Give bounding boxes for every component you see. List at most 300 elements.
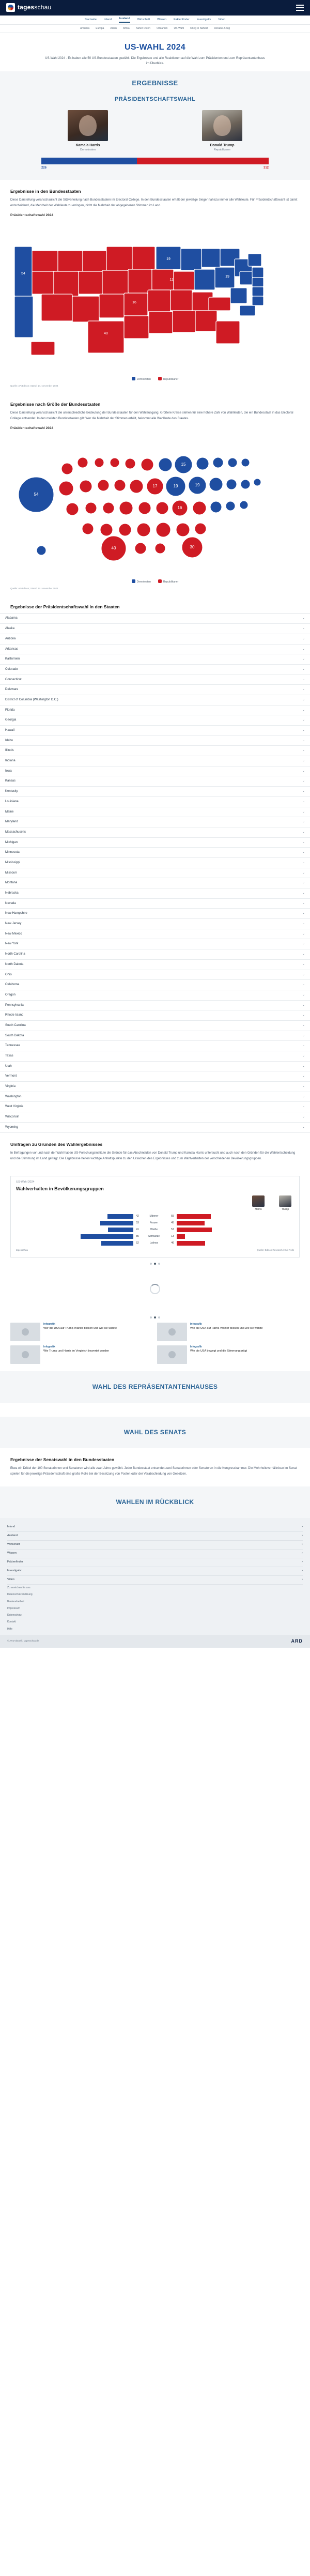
state-name: Rhode Island	[5, 1014, 24, 1017]
legend-republican: Republikaner	[158, 377, 178, 381]
survey-module[interactable]	[10, 1176, 300, 1258]
survey-bars	[16, 1214, 294, 1246]
footer-link[interactable]	[7, 1576, 303, 1585]
trump-value: 57	[171, 1228, 174, 1231]
chevron-down-icon[interactable]: ⌄	[302, 1105, 305, 1109]
subnav-item-0[interactable]: Amerika	[80, 26, 90, 30]
state-accordion-item[interactable]	[0, 939, 310, 949]
chevron-right-icon[interactable]: ›	[302, 1525, 303, 1529]
section-size-heading: Ergebnisse nach Größe der Bundesstaaten	[10, 402, 101, 407]
chevron-down-icon[interactable]: ⌄	[302, 708, 305, 712]
state-name: West Virginia	[5, 1105, 24, 1109]
state-name: Tennessee	[5, 1044, 21, 1048]
chevron-down-icon[interactable]: ⌄	[302, 617, 305, 620]
state-accordion-item[interactable]	[0, 848, 310, 858]
trump-bar	[177, 1214, 211, 1219]
state-accordion-item[interactable]	[0, 990, 310, 1001]
candidate-name: Donald Trump	[210, 144, 235, 148]
state-accordion-item[interactable]	[0, 888, 310, 899]
section-states	[0, 180, 310, 393]
harris-portrait	[68, 110, 108, 141]
trump-bar-wrap	[177, 1228, 294, 1232]
chevron-down-icon[interactable]: ⌄	[302, 1085, 305, 1088]
chevron-down-icon[interactable]: ⌄	[302, 729, 305, 732]
candidate-harris	[59, 110, 116, 152]
review-heading: WAHLEN IM RÜCKBLICK	[116, 1498, 194, 1506]
chevron-down-icon[interactable]: ⌄	[302, 657, 305, 661]
harris-bar	[101, 1241, 133, 1246]
state-name: Oregon	[5, 993, 16, 996]
state-name: Louisiana	[5, 800, 19, 803]
chevron-down-icon[interactable]: ⌄	[302, 790, 305, 793]
chevron-down-icon[interactable]: ⌄	[302, 912, 305, 915]
trump-bar	[177, 1234, 185, 1239]
sub-navigation[interactable]	[0, 25, 310, 33]
footer-note[interactable]: Datenschutz	[7, 1614, 22, 1617]
chevron-down-icon[interactable]: ⌄	[302, 810, 305, 814]
electoral-map-choropleth[interactable]	[10, 220, 300, 375]
svg-text:40: 40	[111, 546, 116, 551]
results-heading: ERGEBNISSE	[132, 79, 178, 87]
chevron-down-icon[interactable]: ⌄	[302, 739, 305, 742]
chevron-down-icon[interactable]: ⌄	[302, 749, 305, 753]
chevron-down-icon[interactable]: ⌄	[302, 892, 305, 895]
footer-note[interactable]: Impressum	[7, 1606, 20, 1610]
harris-thumb	[252, 1195, 265, 1207]
state-name: Oklahoma	[5, 983, 20, 987]
footer-note[interactable]: Zu erreichen für uns	[7, 1586, 30, 1590]
chevron-down-icon[interactable]: ⌄	[302, 820, 305, 824]
chevron-down-icon[interactable]: ⌄	[302, 678, 305, 681]
state-accordion-item[interactable]	[0, 1001, 310, 1011]
state-name: Michigan	[5, 840, 18, 844]
trump-value: 46	[171, 1241, 174, 1245]
footer-link-label: Investigativ	[7, 1569, 22, 1573]
electoral-bar	[41, 158, 269, 171]
state-name: Illinois	[5, 749, 14, 753]
state-accordion-item[interactable]	[0, 899, 310, 909]
nav-item-2[interactable]: Ausland	[119, 17, 130, 23]
state-name: Mississippi	[5, 861, 21, 864]
state-accordion-item[interactable]	[0, 919, 310, 929]
carousel-dot-2[interactable]	[158, 1263, 160, 1265]
state-name: Montana	[5, 881, 18, 885]
module-title: Wahlverhalten in Bevölkerungsgruppen	[16, 1186, 104, 1192]
state-name: Iowa	[5, 769, 12, 773]
footer-link-label: Faktenfinder	[7, 1560, 23, 1564]
state-accordion-item[interactable]	[0, 634, 310, 645]
chevron-down-icon[interactable]: ⌄	[302, 759, 305, 763]
state-accordion-item[interactable]	[0, 1123, 310, 1133]
state-accordion-item[interactable]	[0, 949, 310, 960]
results-band	[0, 71, 310, 180]
survey-bar-row	[16, 1214, 294, 1219]
state-name: Colorado	[5, 667, 18, 671]
state-accordion-item[interactable]	[0, 827, 310, 838]
subnav-item-8[interactable]: Ukraine-Krieg	[214, 26, 230, 30]
chevron-right-icon[interactable]: ›	[302, 1543, 303, 1546]
chevron-down-icon[interactable]: ⌄	[302, 1095, 305, 1098]
state-name: Texas	[5, 1054, 13, 1058]
state-name: New Jersey	[5, 922, 22, 926]
state-name: North Carolina	[5, 953, 25, 956]
state-accordion-item[interactable]	[0, 736, 310, 746]
subnav-item-5[interactable]: Ozeanien	[157, 26, 168, 30]
svg-text:19: 19	[195, 483, 200, 488]
carousel2-dot-1[interactable]	[154, 1316, 156, 1318]
state-accordion-item[interactable]	[0, 726, 310, 736]
chevron-down-icon[interactable]: ⌄	[302, 1014, 305, 1017]
nav-item-7[interactable]: Video	[218, 18, 226, 21]
chevron-right-icon[interactable]: ›	[302, 1534, 303, 1538]
svg-text:15: 15	[181, 462, 186, 467]
state-accordion-item[interactable]	[0, 715, 310, 726]
candidate-name: Kamala Harris	[75, 144, 100, 148]
subnav-item-2[interactable]: Asien	[110, 26, 117, 30]
state-accordion-item[interactable]	[0, 1010, 310, 1021]
chevron-down-icon[interactable]: ⌄	[302, 830, 305, 834]
chevron-down-icon[interactable]: ⌄	[302, 698, 305, 701]
states-list-heading: Ergebnisse der Präsidentschaftswahl in den Staaten	[10, 604, 120, 610]
chevron-down-icon[interactable]: ⌄	[302, 718, 305, 722]
survey-bar-row	[16, 1228, 294, 1232]
chevron-down-icon[interactable]: ⌄	[302, 647, 305, 651]
chevron-down-icon[interactable]: ⌄	[302, 840, 305, 844]
chevron-down-icon[interactable]: ⌄	[302, 1115, 305, 1119]
chevron-down-icon[interactable]: ⌄	[302, 881, 305, 885]
harris-bar	[100, 1221, 133, 1225]
nav-item-4[interactable]: Wissen	[157, 18, 167, 21]
chevron-down-icon[interactable]: ⌄	[302, 1003, 305, 1007]
state-name: Wisconsin	[5, 1115, 20, 1119]
chevron-down-icon[interactable]: ⌄	[302, 1034, 305, 1037]
chevron-down-icon[interactable]: ⌄	[302, 962, 305, 966]
state-name: Wyoming	[5, 1125, 18, 1129]
teaser-card[interactable]	[157, 1323, 300, 1341]
state-accordion-item[interactable]	[0, 970, 310, 980]
state-name: Arkansas	[5, 647, 19, 651]
chevron-down-icon[interactable]: ⌄	[302, 1064, 305, 1068]
trump-bar-wrap	[177, 1214, 294, 1219]
teaser-kicker: Infografik	[190, 1345, 202, 1349]
state-name: Maine	[5, 810, 14, 814]
state-accordion-item[interactable]	[0, 960, 310, 970]
harris-value: 53	[136, 1221, 139, 1224]
footer-note[interactable]: Hilfe	[7, 1627, 13, 1631]
state-name: New Mexico	[5, 932, 22, 936]
state-accordion-item[interactable]	[0, 1102, 310, 1112]
map-legend	[10, 377, 300, 381]
state-accordion-item[interactable]	[0, 1041, 310, 1051]
state-name: New Hampshire	[5, 912, 27, 915]
page-title: US-WAHL 2024	[124, 43, 185, 52]
group-label: Weiße	[150, 1228, 158, 1231]
state-name: South Dakota	[5, 1034, 24, 1037]
state-name: Hawaii	[5, 729, 15, 732]
chevron-down-icon[interactable]: ⌄	[302, 871, 305, 875]
svg-text:11: 11	[169, 278, 174, 282]
trump-value: 55	[171, 1214, 174, 1218]
state-accordion-item[interactable]	[0, 1031, 310, 1041]
harris-bar-wrap	[16, 1221, 133, 1225]
state-name: Georgia	[5, 718, 17, 722]
subnav-item-6[interactable]: US-Wahl	[174, 26, 184, 30]
main-navigation[interactable]	[0, 16, 310, 25]
nav-item-0[interactable]: Startseite	[84, 18, 97, 21]
ard-brand: ARD	[291, 1638, 303, 1644]
trump-electors: 312	[263, 166, 269, 170]
copyright: © ARD-aktuell / tagesschau.de	[7, 1639, 39, 1643]
state-accordion-item[interactable]	[0, 746, 310, 756]
chevron-down-icon[interactable]: ⌄	[302, 942, 305, 946]
map-caption: Präsidentschaftswahl 2024	[10, 213, 54, 217]
state-accordion-item[interactable]	[0, 1082, 310, 1092]
nav-item-5[interactable]: Faktenfinder	[174, 18, 190, 21]
chart-thumb	[10, 1345, 40, 1364]
section-states-heading: Ergebnisse in den Bundesstaaten	[10, 188, 81, 194]
footer-link[interactable]	[7, 1541, 303, 1550]
state-accordion-item[interactable]	[0, 858, 310, 868]
state-accordion-item[interactable]	[0, 614, 310, 624]
state-accordion-item[interactable]	[0, 787, 310, 797]
map-source: Quelle: AP/Edison; Stand: 14. November 2024	[10, 384, 58, 387]
footer-link-label: Ausland	[7, 1534, 18, 1538]
subnav-item-3[interactable]: Afrika	[122, 26, 130, 30]
state-accordion-item[interactable]	[0, 685, 310, 695]
state-accordion-item[interactable]	[0, 1062, 310, 1072]
chevron-down-icon[interactable]: ⌄	[302, 993, 305, 996]
state-accordion-item[interactable]	[0, 1021, 310, 1031]
trump-thumb	[279, 1195, 291, 1207]
bubble-map-caption: Präsidentschaftswahl 2024	[10, 426, 54, 430]
state-accordion-item[interactable]	[0, 929, 310, 940]
svg-text:16: 16	[132, 301, 136, 305]
state-accordion-item[interactable]	[0, 665, 310, 675]
state-name: District of Columbia (Washington D.C.)	[5, 698, 58, 701]
harris-bar	[108, 1228, 133, 1232]
subnav-item-1[interactable]: Europa	[96, 26, 104, 30]
carousel-dot-0[interactable]	[150, 1263, 152, 1265]
footer-link[interactable]	[7, 1532, 303, 1541]
chevron-down-icon[interactable]: ⌄	[302, 667, 305, 671]
state-accordion-item[interactable]	[0, 695, 310, 706]
survey-text: In Befragungen vor und nach der Wahl haben US-Forschungsinstitute die Gründe für das Abschneiden von Donald Trump und Kamala Harris untersucht und auch nach den Gründen für die Wahlentscheidung und die Stimmung im Land gefragt. Die Ergebnisse helfen wichtige Anhaltspunkte zu den Ursachen des Ergebnisses und zum Wahlverhalten der verschiedenen Bevölkerungsgruppen.	[10, 1151, 296, 1160]
chevron-down-icon[interactable]: ⌄	[302, 1054, 305, 1058]
footer-notes[interactable]	[7, 1585, 303, 1633]
house-heading: WAHL DES REPRÄSENTANTENHAUSES	[92, 1383, 218, 1391]
chevron-down-icon[interactable]: ⌄	[302, 901, 305, 905]
group-label: Schwarze	[148, 1234, 160, 1238]
survey-heading: Umfragen zu Gründen des Wahlergebnisses	[10, 1141, 103, 1147]
teaser-title: Wie die USA bewegt und die Stimmung prägt	[190, 1350, 247, 1353]
state-accordion-item[interactable]	[0, 756, 310, 766]
subnav-item-7[interactable]: Krieg in Nahost	[190, 26, 208, 30]
chevron-down-icon[interactable]: ⌄	[302, 983, 305, 987]
trump-value: 45	[171, 1221, 174, 1224]
teaser-title: Wie Trump und Harris im Vergleich bewertet werden	[43, 1350, 110, 1353]
harris-value: 52	[136, 1241, 139, 1245]
carousel2-dot-0[interactable]	[150, 1316, 152, 1318]
harris-value: 42	[136, 1214, 139, 1218]
carousel-dots-2[interactable]	[0, 1316, 310, 1318]
state-accordion-item[interactable]	[0, 645, 310, 655]
group-label: Männer	[149, 1214, 159, 1218]
survey-section	[0, 1133, 310, 1171]
nav-item-1[interactable]: Inland	[103, 18, 112, 21]
svg-text:30: 30	[190, 545, 195, 550]
site-header	[0, 0, 310, 16]
harris-bar	[81, 1234, 133, 1239]
hero-subtitle: US-Wahl 2024 - Es haben alle 50 US-Bundesstaaten gewählt. Die Ergebnisse und alle Reaktionen auf die Wahl zum Präsidenten und zum Repräsentantenhaus im Überblick.	[45, 57, 265, 65]
chevron-down-icon[interactable]: ⌄	[302, 688, 305, 692]
footer-link[interactable]	[7, 1558, 303, 1567]
state-name: Indiana	[5, 759, 16, 763]
chevron-down-icon[interactable]: ⌄	[302, 1044, 305, 1048]
chevron-right-icon[interactable]: ›	[302, 1560, 303, 1564]
survey-bar-row	[16, 1241, 294, 1246]
survey-bar-row	[16, 1234, 294, 1239]
chevron-down-icon[interactable]: ⌄	[302, 953, 305, 956]
state-accordion-item[interactable]	[0, 868, 310, 879]
bubble-map-source: Quelle: AP/Edison; Stand: 14. November 2024	[10, 587, 58, 590]
candidate-trump	[194, 110, 251, 152]
state-accordion-item[interactable]	[0, 838, 310, 848]
state-name: Connecticut	[5, 678, 22, 681]
chevron-down-icon[interactable]: ⌄	[302, 922, 305, 926]
footer-link[interactable]	[7, 1567, 303, 1576]
state-accordion-item[interactable]	[0, 1071, 310, 1082]
hamburger-menu-icon[interactable]	[296, 5, 304, 11]
state-name: Kansas	[5, 779, 16, 783]
state-accordion-item[interactable]	[0, 706, 310, 716]
footer-link[interactable]	[7, 1550, 303, 1558]
logo-text: tagesschau	[18, 4, 52, 11]
teaser-card[interactable]	[10, 1345, 153, 1364]
states-accordion[interactable]	[0, 613, 310, 1132]
module-footer-right: Quelle: Edison Research / Exit Polls	[256, 1248, 294, 1251]
state-accordion-item[interactable]	[0, 807, 310, 818]
hero	[0, 33, 310, 71]
state-accordion-item[interactable]	[0, 766, 310, 777]
harris-value: 85	[136, 1234, 139, 1238]
survey-bar-row	[16, 1221, 294, 1225]
carousel2-dot-2[interactable]	[158, 1316, 160, 1318]
module-candidate-trump: Trump	[278, 1195, 292, 1212]
state-name: Pennsylvania	[5, 1003, 24, 1007]
ard-logo-icon	[6, 3, 15, 12]
harris-value: 41	[136, 1228, 139, 1231]
chevron-down-icon[interactable]: ⌄	[302, 851, 305, 854]
teaser-title: Wer die USA auf Trump-Wähler blicken und wie sie wählte	[43, 1327, 117, 1330]
chevron-down-icon[interactable]: ⌄	[302, 779, 305, 783]
state-name: Virginia	[5, 1085, 16, 1088]
svg-text:19: 19	[225, 275, 229, 279]
chevron-down-icon[interactable]: ⌄	[302, 637, 305, 640]
harris-electors: 226	[41, 166, 47, 170]
states-list-section	[0, 595, 310, 610]
state-accordion-item[interactable]	[0, 797, 310, 807]
review-band	[0, 1486, 310, 1518]
trump-bar	[177, 1241, 205, 1246]
electoral-map-bubbles[interactable]	[10, 433, 300, 577]
state-name: Florida	[5, 708, 15, 712]
state-accordion-item[interactable]	[0, 776, 310, 787]
group-label: Latinos	[149, 1241, 159, 1245]
section-size-text: Diese Darstellung veranschaulicht die unterschiedliche Bedeutung der Bundesstaaten für den Wahlausgang. Größere Kreise stehen für eine höhere Zahl von Wahlleuten, die ein Bundesstaat in das Electoral College entsendet. In den meisten Bundesstaaten gilt: Wer die Mehrheit der Stimmen erhält, bekommt alle Wahlleute des Staates.	[10, 411, 293, 421]
chevron-down-icon[interactable]: ⌄	[302, 769, 305, 773]
state-name: Minnesota	[5, 851, 20, 854]
group-label: Frauen	[150, 1221, 158, 1224]
state-accordion-item[interactable]	[0, 654, 310, 665]
state-accordion-item[interactable]	[0, 909, 310, 919]
footer-link[interactable]	[7, 1523, 303, 1532]
chevron-down-icon[interactable]: ⌄	[302, 932, 305, 936]
state-accordion-item[interactable]	[0, 624, 310, 634]
chevron-right-icon[interactable]: ›	[302, 1569, 303, 1573]
chevron-down-icon[interactable]: ⌄	[302, 800, 305, 803]
state-accordion-item[interactable]	[0, 878, 310, 888]
chevron-down-icon[interactable]: ⌄	[302, 861, 305, 864]
state-accordion-item[interactable]	[0, 980, 310, 990]
chevron-down-icon[interactable]: ⌄	[302, 627, 305, 631]
state-accordion-item[interactable]	[0, 1051, 310, 1062]
state-name: Washington	[5, 1095, 22, 1098]
state-name: Ohio	[5, 973, 12, 976]
state-accordion-item[interactable]	[0, 1092, 310, 1102]
teaser-grid[interactable]	[0, 1320, 310, 1371]
teaser-card[interactable]	[157, 1345, 300, 1364]
footer-link-label: Video	[7, 1578, 14, 1582]
carousel-dot-1[interactable]	[154, 1263, 156, 1265]
state-accordion-item[interactable]	[0, 1112, 310, 1123]
teaser-card[interactable]	[10, 1323, 153, 1341]
senate-section-heading: Ergebnisse der Senatswahl in den Bundesstaaten	[10, 1456, 115, 1462]
state-accordion-item[interactable]	[0, 675, 310, 685]
section-states-text: Diese Darstellung veranschaulicht die Sitzverteilung nach Bundesstaaten im Electoral College. In den Bundesstaaten erhält der jeweilige Sieger nahezu immer alle Wahlleute. Für Präsidentschaftswahl ist damit entscheidend, die Mehrheit der Wahlleute zu erringen, nicht die Mehrheit der abgegebenen Stimmen im Land.	[10, 198, 298, 208]
state-name: Vermont	[5, 1075, 17, 1078]
chevron-right-icon[interactable]: ›	[302, 1578, 303, 1582]
senate-section	[0, 1448, 310, 1486]
harris-bar-wrap	[16, 1234, 133, 1239]
state-name: Kentucky	[5, 790, 18, 793]
chevron-down-icon[interactable]: ⌄	[302, 1023, 305, 1027]
footer-note[interactable]: Kontakt	[7, 1620, 16, 1624]
candidate-party: Republikaner	[213, 148, 231, 152]
footer-link-label: Inland	[7, 1525, 15, 1529]
footer-links[interactable]	[7, 1523, 303, 1585]
tagesschau-logo[interactable]	[6, 3, 51, 12]
chart-thumb	[157, 1345, 187, 1364]
state-name: Idaho	[5, 739, 13, 742]
chevron-right-icon[interactable]: ›	[302, 1552, 303, 1555]
footer-note[interactable]: Barrierefreiheit	[7, 1600, 24, 1603]
chevron-down-icon[interactable]: ⌄	[302, 1075, 305, 1078]
chevron-down-icon[interactable]: ⌄	[302, 973, 305, 976]
state-accordion-item[interactable]	[0, 817, 310, 827]
bubble-map-legend	[10, 579, 300, 584]
subnav-item-4[interactable]: Naher Osten	[135, 26, 151, 30]
footer-link-label: Wirtschaft	[7, 1543, 20, 1546]
chevron-down-icon[interactable]: ⌄	[302, 1125, 305, 1129]
footer-note[interactable]: Datenschutzerklärung	[7, 1593, 33, 1597]
legend-democrat: Demokraten	[132, 579, 151, 584]
nav-item-3[interactable]: Wirtschaft	[137, 18, 150, 21]
module-kicker: US-Wahl 2024	[16, 1180, 35, 1184]
nav-item-6[interactable]: Investigativ	[196, 18, 211, 21]
teaser-kicker: Infografik	[190, 1323, 202, 1326]
state-name: Nevada	[5, 901, 16, 905]
carousel-dots[interactable]	[0, 1263, 310, 1265]
